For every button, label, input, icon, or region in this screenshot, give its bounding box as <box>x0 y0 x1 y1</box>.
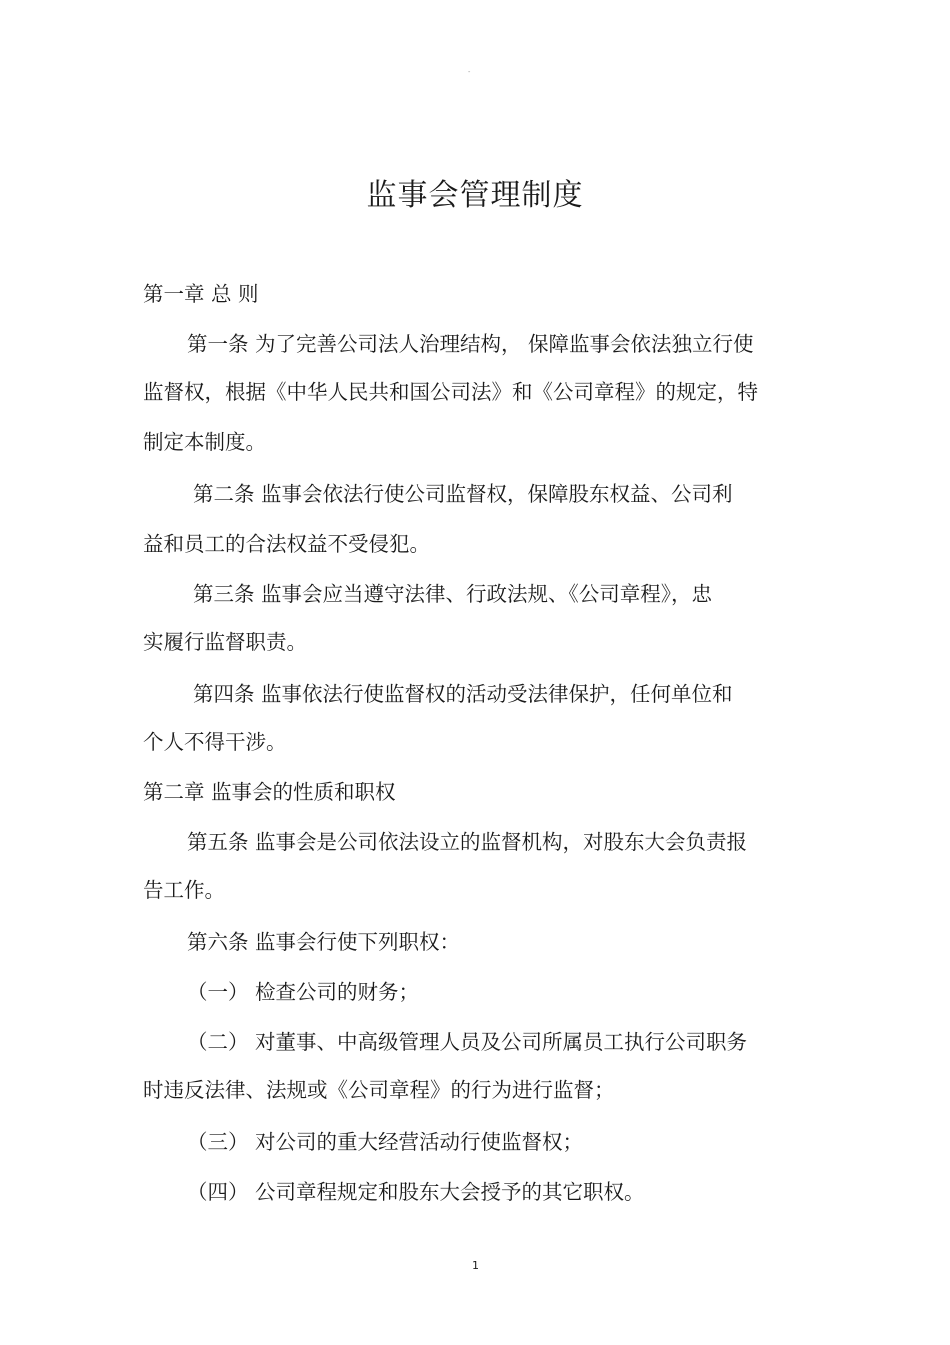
article-1-line-2: 监督权，根据《中华人民共和国公司法》和《公司章程》的规定，特 <box>143 380 758 404</box>
list-item-2-line-1: （二） 对董事、中高级管理人员及公司所属员工执行公司职务 <box>187 1030 748 1054</box>
chapter-2-heading: 第二章 监事会的性质和职权 <box>143 780 396 804</box>
article-1-line-3: 制定本制度。 <box>143 430 266 454</box>
article-6-line-1: 第六条 监事会行使下列职权： <box>187 930 461 954</box>
article-4-line-2: 个人不得干涉。 <box>143 730 287 754</box>
list-item-2-line-2: 时违反法律、法规或《公司章程》的行为进行监督； <box>143 1078 615 1102</box>
document-title: 监事会管理制度 <box>366 178 584 213</box>
list-item-4: （四） 公司章程规定和股东大会授予的其它职权。 <box>187 1180 645 1204</box>
chapter-1-heading: 第一章 总 则 <box>143 282 259 306</box>
article-1-line-1: 第一条 为了完善公司法人治理结构， 保障监事会依法独立行使 <box>187 332 754 356</box>
article-5-line-1: 第五条 监事会是公司依法设立的监督机构，对股东大会负责报 <box>187 830 748 854</box>
list-item-3: （三） 对公司的重大经营活动行使监督权； <box>187 1130 584 1154</box>
header-mark: - <box>468 68 471 76</box>
page-number: 1 <box>472 1259 479 1272</box>
article-2-line-2: 益和员工的合法权益不受侵犯。 <box>143 532 430 556</box>
article-3-line-2: 实履行监督职责。 <box>143 630 307 654</box>
article-5-line-2: 告工作。 <box>143 878 225 902</box>
article-4-line-1: 第四条 监事依法行使监督权的活动受法律保护，任何单位和 <box>193 682 733 706</box>
article-2-line-1: 第二条 监事会依法行使公司监督权，保障股东权益、公司利 <box>193 482 733 506</box>
list-item-1: （一） 检查公司的财务； <box>187 980 420 1004</box>
article-3-line-1: 第三条 监事会应当遵守法律、行政法规、《公司章程》，忠 <box>193 582 713 606</box>
